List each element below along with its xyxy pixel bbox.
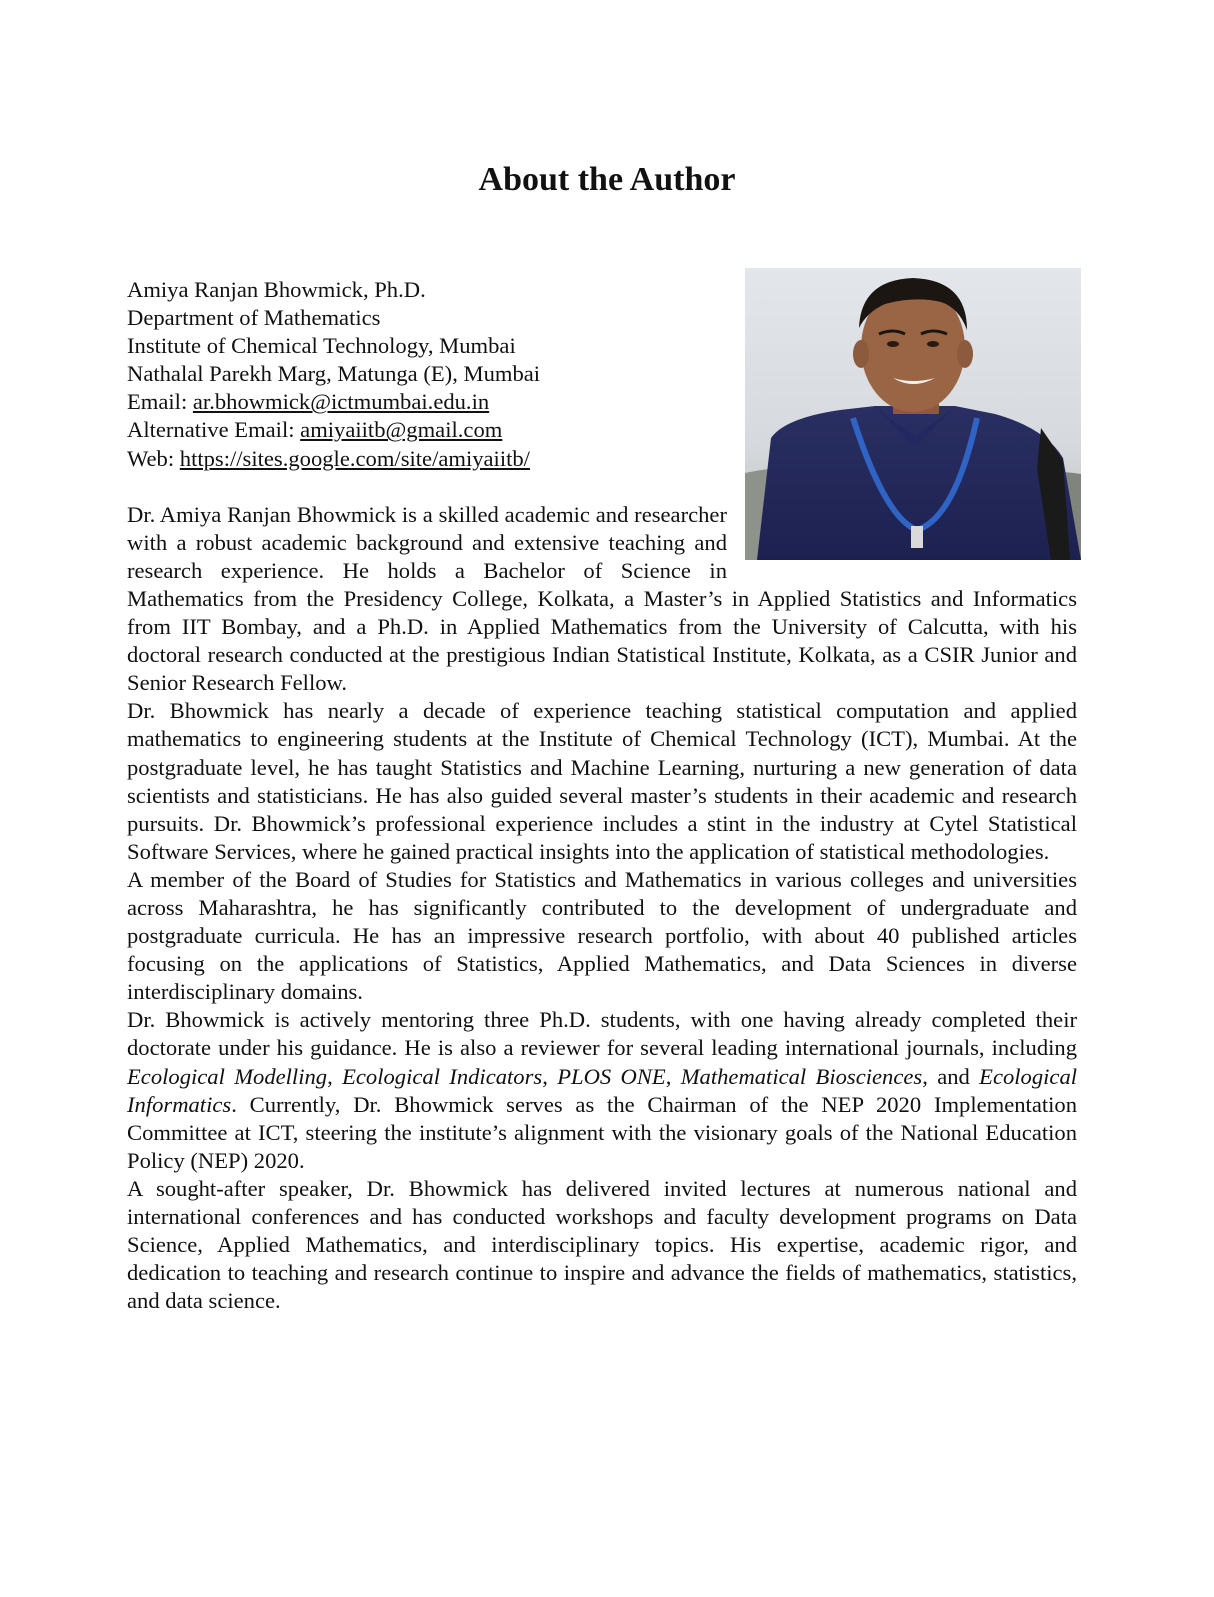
bio-p4-text-2: . Currently, Dr. Bhowmick serves as the Chairman of the NEP 2020 Implementation Committee at ICT, steering the institute’s alignment with the visionary goals of the National Education Policy (NEP) 2020. [127,1091,1077,1173]
document-body [127,276,1077,1315]
web-link[interactable]: https://sites.google.com/site/amiyaiitb/ [179,445,530,471]
institute: Institute of Chemical Technology, Mumbai [127,333,516,359]
author-name: Amiya Ranjan Bhowmick, Ph.D. [127,277,426,302]
bio-paragraph-1: Dr. Amiya Ranjan Bhowmick is a skilled academic and researcher with a robust academic background and extensive teaching and research experience. He holds a Bachelor of Science in Mathematics from the Presidency College, Kolkata, a Master’s in Applied Statistics and Informatics from IIT Bombay, and a Ph.D. in Applied Mathematics from the University of Calcutta, with his doctoral research conducted at the prestigious Indian Statistical Institute, Kolkata, as a CSIR Junior and Senior Research Fellow. [127,501,1077,696]
bio-paragraph-2: Dr. Bhowmick has nearly a decade of experience teaching statistical computation and applied mathematics to engineering students at the Institute of Chemical Technology (ICT), Mumbai. At the postgraduate level, he has taught Statistics and Machine Learning, nurturing a new generation of data scientists and statisticians. He has also guided several master’s students in their academic and research pursuits. Dr. Bhowmick’s professional experience includes a stint in the industry at Cytel Statistical Software Services, where he gained practical insights into the application of statistical methodologies. [127,698,1077,864]
separator: , [665,1063,681,1089]
alt-email-label: Alternative Email: [127,417,301,443]
journal-title: Ecological Modelling [127,1063,328,1089]
page-title: About the Author [478,161,736,198]
biography [127,501,1077,1316]
web-label: Web: [127,445,180,471]
bio-paragraph-5: A sought-after speaker, Dr. Bhowmick has delivered invited lectures at numerous national and international conferences and has conducted workshops and faculty development programs on Data Science, Applied Mathematics, and interdisciplinary topics. His expertise, academic rigor, and dedication to teaching and research continue to inspire and advance the fields of mathematics, statistics, and data science. [127,1175,1077,1314]
journal-title: Ecological Informatics [127,1063,1078,1117]
bio-paragraph-4 [127,1006,1077,1175]
journal-title: Mathematical Biosciences [680,1063,923,1089]
journal-title: Ecological Indicators [342,1063,543,1089]
bio-paragraph-3: A member of the Board of Studies for Statistics and Mathematics in various colleges and universities across Maharashtra, he has significantly contributed to the development of undergraduate and postgraduate curricula. He has an impressive research portfolio, with about 40 published articles focusing on the applications of Statistics, Applied Mathematics, and Data Sciences in diverse interdisciplinary domains. [127,866,1077,1005]
journal-title: PLOS ONE [557,1063,666,1089]
email-link[interactable]: ar.bhowmick@ictmumbai.edu.in [192,389,490,415]
bio-p4-text-1: Dr. Bhowmick is actively mentoring three Ph.D. students, with one having already completed their doctorate under his guidance. He is also a reviewer for several leading international journals, including [127,1007,1077,1061]
author-portrait-illustration [745,268,1081,560]
department: Department of Mathematics [127,305,381,331]
address: Nathalal Parekh Marg, Matunga (E), Mumbai [127,361,541,387]
author-photo [745,268,1081,560]
separator: , and [922,1063,980,1089]
email-label: Email: [127,389,193,415]
separator: , [327,1063,343,1089]
alt-email-link[interactable]: amiyaiitb@gmail.com [300,417,503,443]
separator: , [542,1063,558,1089]
